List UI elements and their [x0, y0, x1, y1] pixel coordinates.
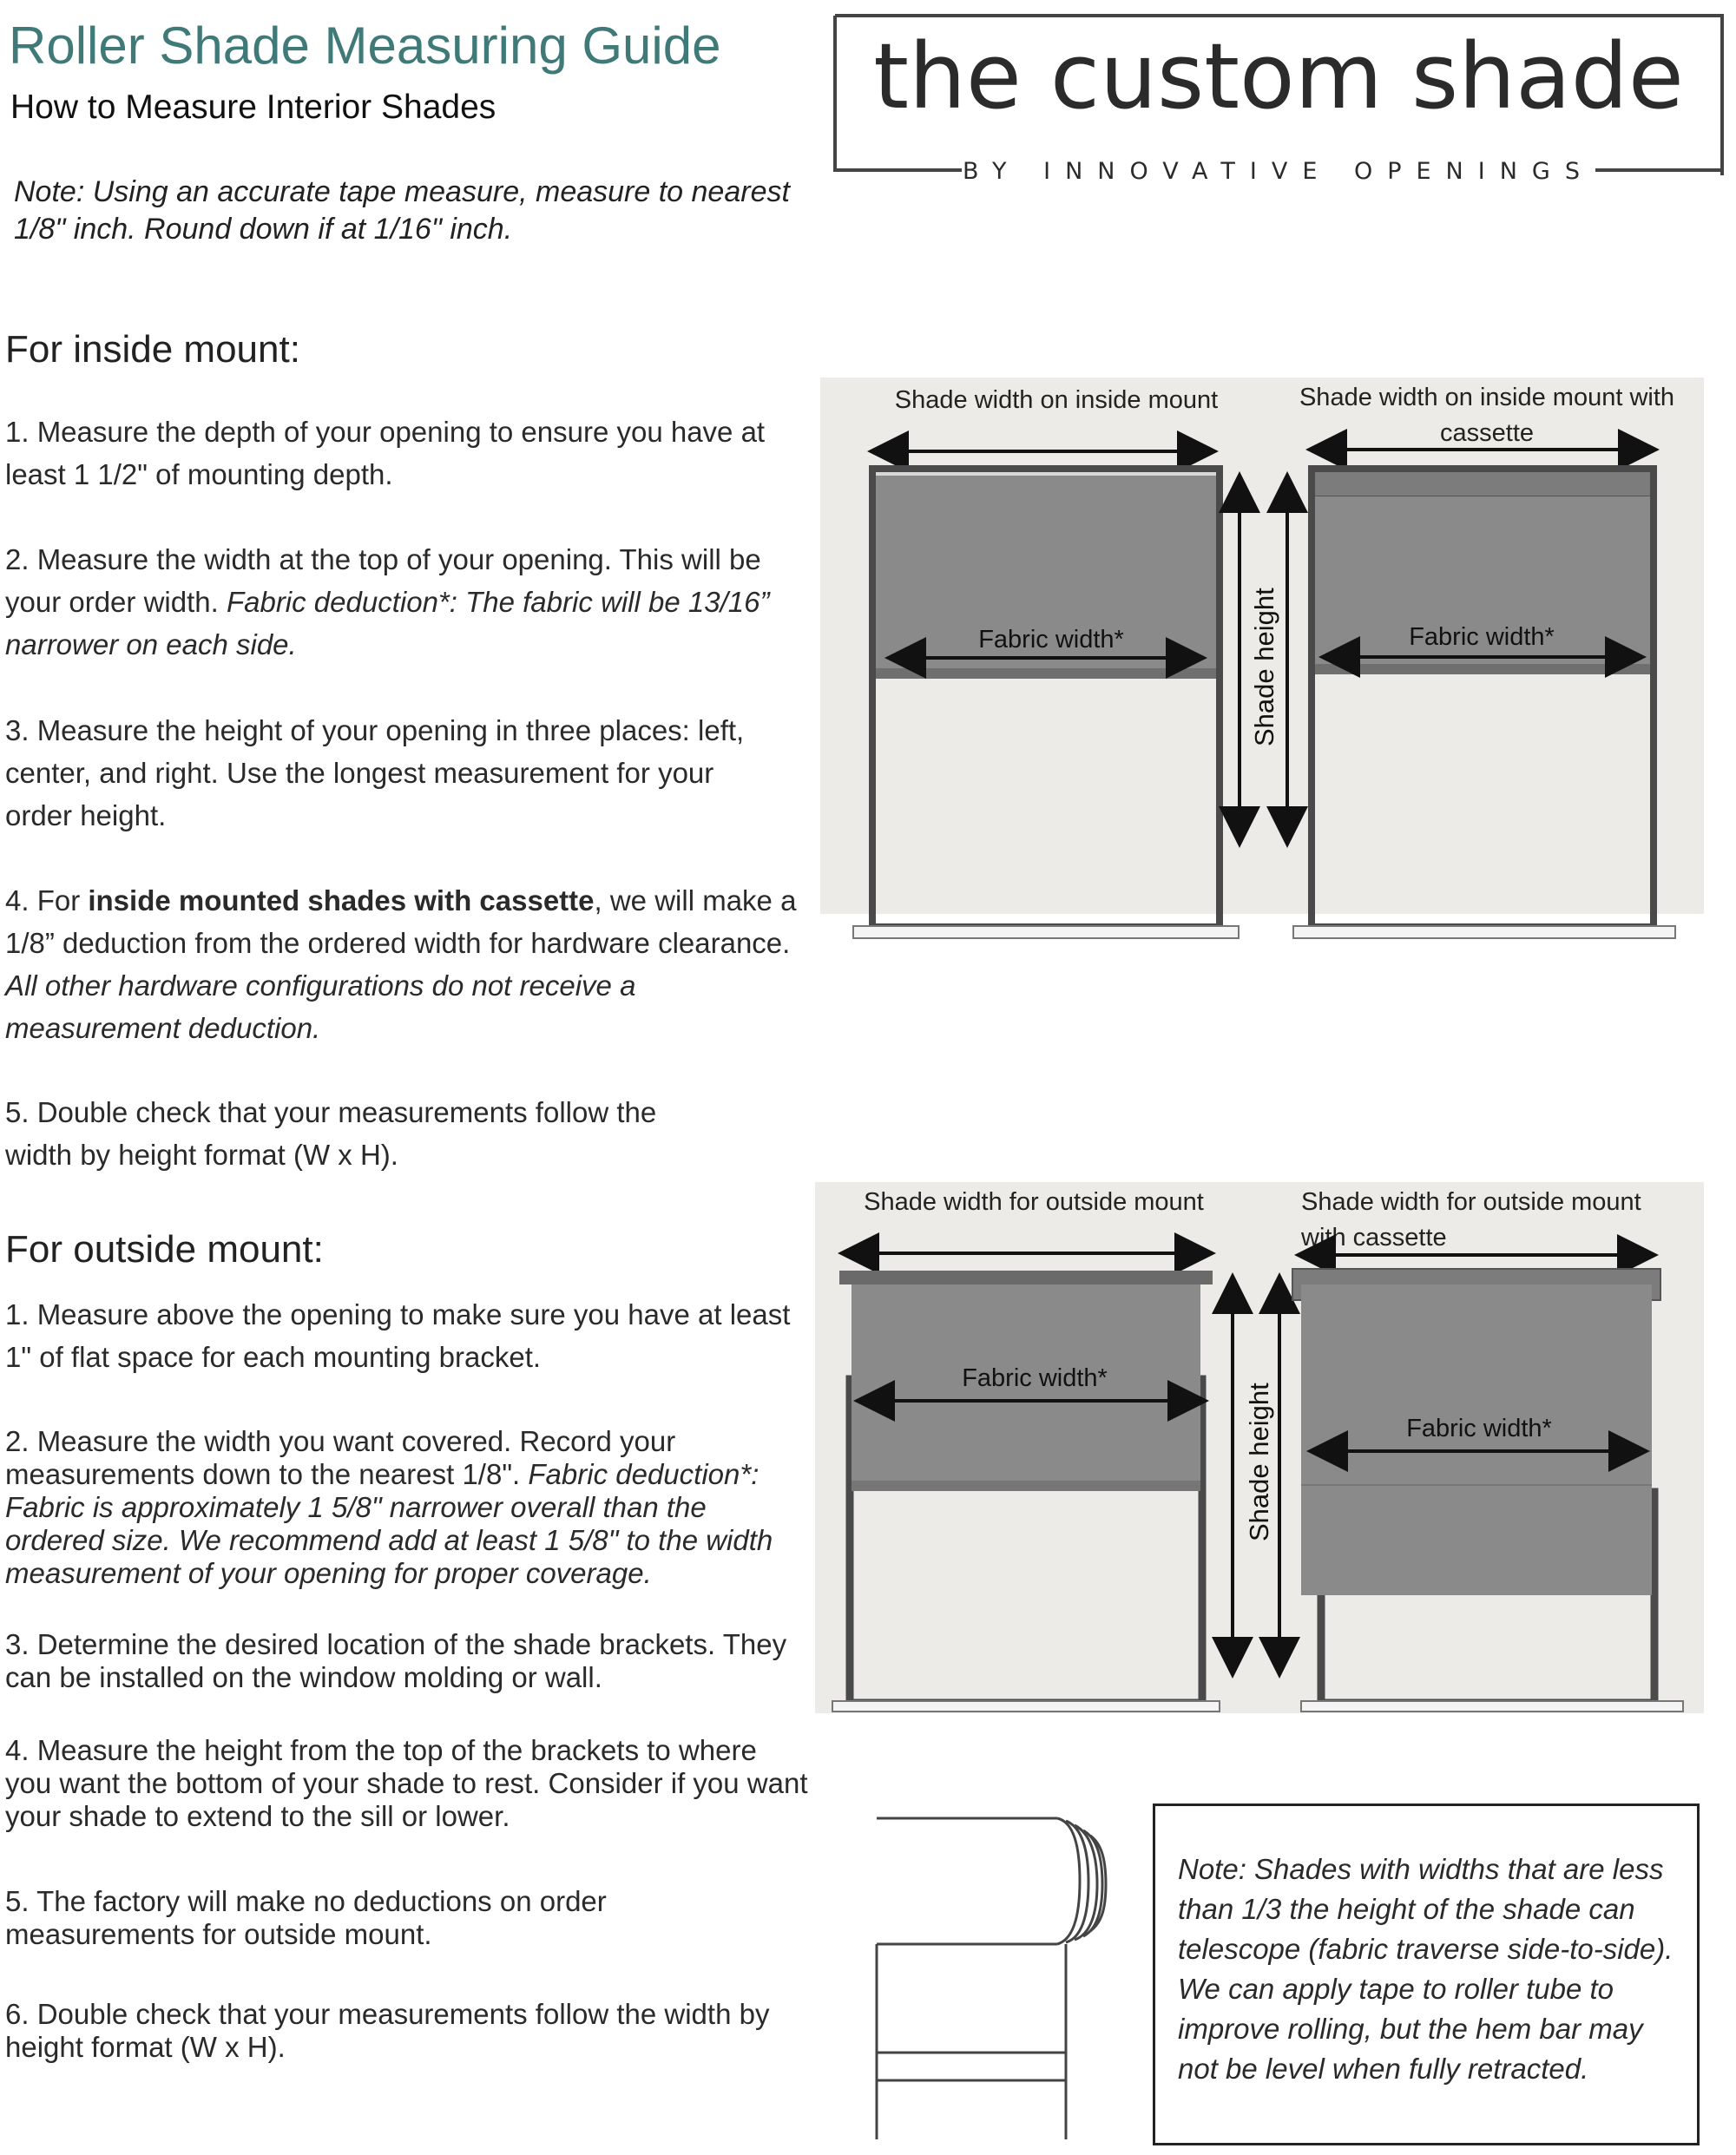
page-subtitle: How to Measure Interior Shades [10, 89, 496, 126]
inside-step-3: 3. Measure the height of your opening in three places: left, center, and right. Use the longest measurement for your order height. [5, 714, 745, 831]
inside-right-sill [1293, 926, 1675, 938]
inside-step-2 [5, 538, 799, 666]
logo-wordmark: the custom shade [873, 23, 1684, 129]
outside-step-5: 5. The factory will make no deductions on order measurements for outside mount. [5, 1885, 607, 1950]
outside-right-fabric-label: Fabric width* [1406, 1415, 1552, 1442]
telescope-note-box [1153, 1803, 1700, 2145]
brand-logo [832, 10, 1726, 185]
inside-step-5: 5. Double check that your measurements follow the width by height format (W x H). [5, 1096, 657, 1171]
inside-step-4-italic: All other hardware configurations do not receive a measurement deduction. [5, 969, 636, 1044]
inside-step-2-deduction: Fabric deduction*: The fabric will be 13/16” narrower on each side. [5, 586, 770, 660]
outside-step-2-deduction: Fabric deduction*: Fabric is approximately 1 5/8" narrower overall than the ordered size. We recommend add at least 1 5/8" to the width measurement of your opening for proper coverage. [5, 1458, 773, 1589]
measure-note: Note: Using an accurate tape measure, measure to nearest 1/8" inch. Round down if at 1/16" inch. [14, 175, 790, 246]
inside-right-cassette [1312, 469, 1654, 496]
outside-left-fabric-label: Fabric width* [962, 1364, 1108, 1392]
inside-mount-heading: For inside mount: [5, 328, 300, 371]
inside-step-4-text-b: , we will make a 1/8” deduction from the ordered width for hardware clearance. [5, 884, 797, 959]
inside-right-hembar [1312, 664, 1654, 674]
outside-step-2 [5, 1425, 795, 1590]
outside-left-hembar [852, 1481, 1200, 1491]
page-title: Roller Shade Measuring Guide [9, 16, 721, 75]
inside-step-4-text-a: 4. For [5, 884, 89, 917]
outside-right-sill [1301, 1701, 1683, 1712]
outside-height-label: Shade height [1244, 1383, 1274, 1541]
roller-tube-illustration [868, 1810, 1146, 2139]
inside-step-4-bold: inside mounted shades with cassette [88, 884, 595, 917]
inside-left-fabric-label: Fabric width* [978, 626, 1124, 654]
outside-step-2-text: 2. Measure the width you want covered. Record your measurements down to the nearest 1/8". [5, 1425, 676, 1490]
outside-step-6: 6. Double check that your measurements follow the width by height format (W x H). [5, 1998, 770, 2063]
outside-right-fabric-upper [1301, 1284, 1652, 1484]
outside-left-label: Shade width for outside mount [864, 1188, 1204, 1216]
outside-left-roller [839, 1271, 1213, 1284]
telescope-note-text: Note: Shades with widths that are less than 1/3 the height of the shade can telescope (fabric traverse side-to-side). We can apply tape to roller tube to improve rolling, but the hem bar may not be level when fully retracted. [1178, 1853, 1674, 2085]
inside-step-2-text: 2. Measure the width at the top of your opening. This will be your order width. [5, 543, 761, 618]
inside-step-4 [5, 879, 799, 1049]
outside-step-1: 1. Measure above the opening to make sure you have at least 1" of flat space for each mounting bracket. [5, 1298, 791, 1373]
inside-left-sill [853, 926, 1239, 938]
logo-tagline: BY INNOVATIVE OPENINGS [963, 158, 1595, 185]
inside-left-label: Shade width on inside mount [894, 386, 1219, 414]
outside-mount-heading: For outside mount: [5, 1228, 324, 1271]
inside-right-fabric-label: Fabric width* [1409, 623, 1555, 651]
outside-mount-diagram [815, 1182, 1704, 1713]
inside-right-label-1: Shade width on inside mount with [1299, 384, 1675, 411]
outside-step-4: 4. Measure the height from the top of the brackets to where you want the bottom of your shade to rest. Consider if you want your shade to extend to the sill or lower. [5, 1734, 808, 1832]
inside-right-label-2: cassette [1440, 419, 1534, 447]
inside-left-hembar [872, 668, 1220, 679]
inside-mount-diagram [820, 378, 1704, 914]
outside-right-label-2: with cassette [1301, 1224, 1447, 1252]
outside-step-3: 3. Determine the desired location of the shade brackets. They can be installed on the window molding or wall. [5, 1628, 787, 1693]
inside-height-label: Shade height [1249, 588, 1279, 746]
outside-left-sill [832, 1701, 1220, 1712]
inside-step-1: 1. Measure the depth of your opening to ensure you have at least 1 1/2" of mounting depth. [5, 416, 766, 490]
outside-right-label-1: Shade width for outside mount [1301, 1188, 1641, 1216]
